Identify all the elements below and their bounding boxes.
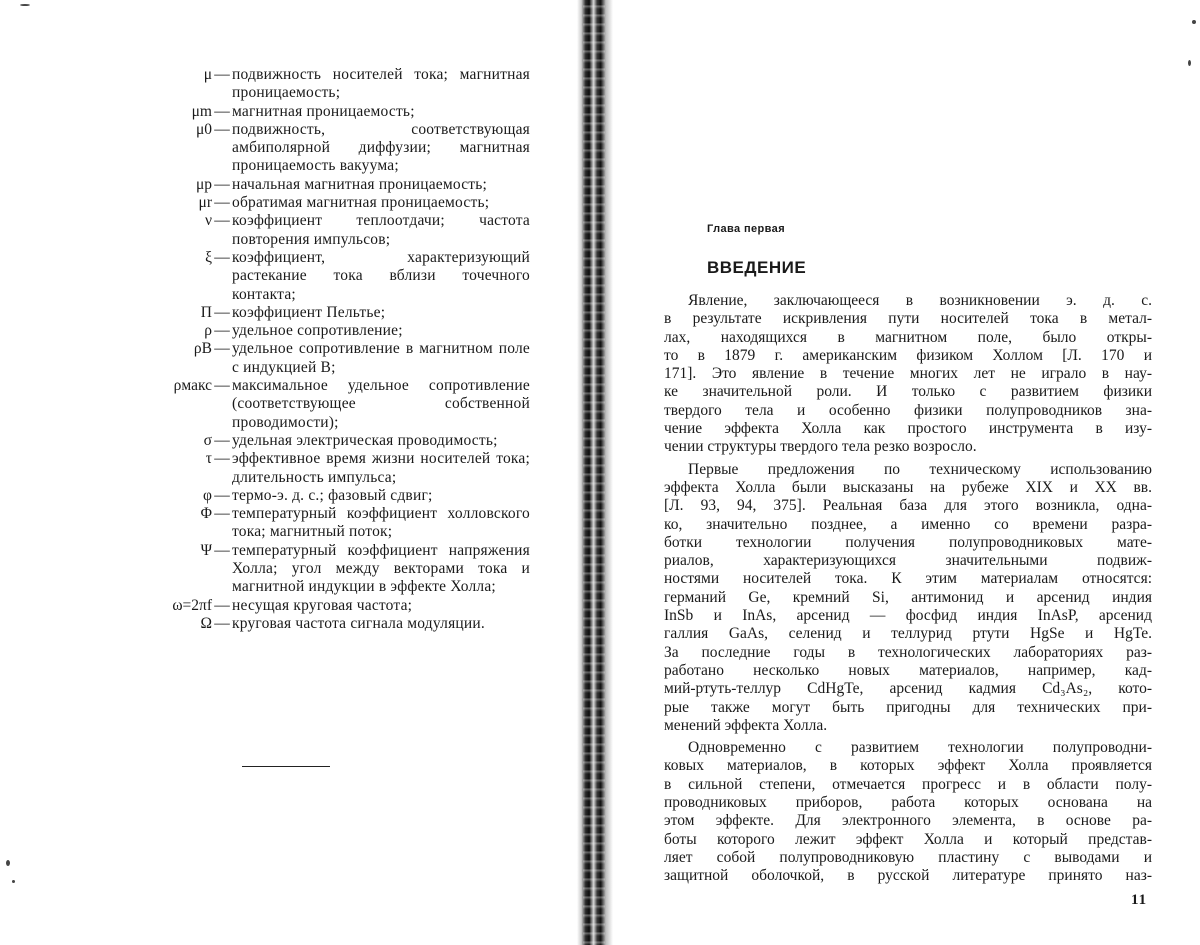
text-line: рые также могут быть пригодны для технических при- <box>664 698 1152 716</box>
symbol-entry <box>128 340 530 377</box>
symbol: Φ <box>200 505 212 523</box>
symbol-dash: — <box>214 431 230 449</box>
scan-speck <box>12 880 15 883</box>
text-line: менений эффекта Холла. <box>664 716 828 734</box>
text-line: ковых материалов, в которых эффект Холла проявляется <box>664 757 1152 775</box>
text-line: За последние годы в технологических лабораториях раз- <box>664 643 1152 661</box>
text-line: твердого тела и особенно физики полупроводников зна- <box>664 401 1152 419</box>
text-line: ляет собой полупроводниковую пластину с выводами и <box>664 848 1152 866</box>
symbol-entry <box>128 432 530 450</box>
text-line: этом эффекте. Для электронного элемента, в основе ра- <box>664 812 1152 830</box>
symbol-entry <box>128 121 530 176</box>
symbol-entry <box>128 450 530 487</box>
text-line: ко, значительно позднее, а именно со времени разра- <box>664 515 1152 533</box>
symbol-definition: магнитная проницаемость; <box>232 102 415 120</box>
text-line: германий Ge, кремний Si, антимонид и арсенид индия <box>664 588 1152 606</box>
paragraph <box>664 461 1152 735</box>
symbol: φ <box>203 486 212 504</box>
text-line: проводниковых приборов, работа которых основана на <box>664 794 1152 812</box>
chapter-label: Глава первая <box>707 223 786 235</box>
symbol-dash: — <box>214 175 230 193</box>
symbol: σ <box>203 431 212 449</box>
symbol: Ω <box>200 614 212 632</box>
symbol-entry <box>128 249 530 304</box>
symbol: Π <box>200 303 212 321</box>
symbol: τ <box>205 450 212 468</box>
symbol-entry <box>128 212 530 249</box>
text-line: боты которого лежит эффект Холла и который представ- <box>664 830 1152 848</box>
symbol-definition: круговая частота сигнала модуляции. <box>232 614 485 632</box>
scan-speck <box>6 860 10 866</box>
symbol-definition: термо-э. д. с.; фазовый сдвиг; <box>232 486 433 504</box>
symbol-entry <box>128 597 530 615</box>
text-line: в сильной степени, отмечается прогресс и в области полу- <box>664 775 1152 793</box>
symbol-definition: коэффициент теплоотдачи; частота повторения импульсов; <box>232 212 530 248</box>
symbol: ρ <box>204 322 212 340</box>
text-line: 171]. Это явление в течение многих лет не играло в нау- <box>664 365 1152 383</box>
symbol-dash: — <box>214 505 230 523</box>
symbol-definition: удельное сопротивление в магнитном поле с индукцией B; <box>232 340 530 376</box>
scan-speck <box>20 4 30 6</box>
text-line: [Л. 93, 94, 375]. Реальная база для этого возникла, одна- <box>664 497 1152 515</box>
symbol-definition: удельная электрическая проводимость; <box>232 431 498 449</box>
symbol-dash: — <box>214 248 230 266</box>
symbol-entry <box>128 176 530 194</box>
symbol-list <box>128 66 530 633</box>
symbol-entry <box>128 377 530 432</box>
symbol-dash: — <box>214 340 230 358</box>
text-line: чение эффекта Холла как простого инструмента в изу- <box>664 420 1152 438</box>
text-line: защитной оболочкой, в русской литературе принято наз- <box>664 867 1152 885</box>
symbol-definition: несущая круговая частота; <box>232 596 413 614</box>
symbol-definition: температурный коэффициент напряжения Холла; угол между векторами тока и магнитной индукции в эффекте Холла; <box>232 541 530 596</box>
symbol-dash: — <box>214 614 230 632</box>
paragraph <box>664 739 1152 885</box>
symbol-entry <box>128 505 530 542</box>
symbol-dash: — <box>214 322 230 340</box>
symbol-dash: — <box>214 194 230 212</box>
text-line: ботки технологии получения полупроводниковых мате- <box>664 533 1152 551</box>
symbol: ρмакс <box>173 377 212 395</box>
text-line: Первые предложения по техническому использованию <box>688 460 1152 478</box>
symbol-definition: начальная магнитная проницаемость; <box>232 175 488 193</box>
symbol-definition: температурный коэффициент холловского тока; магнитный поток; <box>232 505 530 541</box>
symbol-entry <box>128 322 530 340</box>
text-line: то в 1879 г. американским физиком Холлом [Л. 170 и <box>664 346 1152 364</box>
end-rule <box>242 766 330 767</box>
symbol: μp <box>195 175 212 193</box>
symbol: μ0 <box>195 120 212 138</box>
symbol-definition: максимальное удельное сопротивление (соответствующее собственной проводимости); <box>232 377 530 431</box>
symbol-dash: — <box>214 486 230 504</box>
binding-texture <box>583 0 605 945</box>
symbol-entry <box>128 542 530 597</box>
symbol-dash: — <box>214 102 230 120</box>
symbol-entry <box>128 304 530 322</box>
symbol-definition: удельное сопротивление; <box>232 322 403 340</box>
symbol-dash: — <box>214 303 230 321</box>
symbol-definition: коэффициент Пельтье; <box>232 303 386 321</box>
symbol: μm <box>191 102 212 120</box>
symbol-dash: — <box>214 66 230 83</box>
symbol: ρB <box>193 340 212 358</box>
symbol-entry <box>128 103 530 121</box>
text-line: галлия GaAs, селенид и теллурид ртути HgSe и HgTe. <box>664 625 1152 643</box>
text-line: ке значительной роли. И только с развитием физики <box>664 383 1152 401</box>
symbol-entry <box>128 194 530 212</box>
symbol-dash: — <box>214 120 230 138</box>
symbol: ω=2πf <box>172 596 212 614</box>
text-line: Явление, заключающееся в возникновении э. д. с. <box>688 292 1152 309</box>
symbol: ν <box>204 212 212 230</box>
text-line: эффекта Холла были высказаны на рубеже XIX и XX вв. <box>664 478 1152 496</box>
text-line: риалов, характеризующихся значительными подвиж- <box>664 552 1152 570</box>
symbol-definition: подвижность носителей тока; магнитная проницаемость; <box>232 66 530 102</box>
symbol-definition: эффективное время жизни носителей тока; длительность импульса; <box>232 450 530 486</box>
symbol-entry <box>128 487 530 505</box>
chapter-title: ВВЕДЕНИЕ <box>707 258 807 277</box>
text-line: Одновременно с развитием технологии полупроводни- <box>688 739 1152 757</box>
symbol-dash: — <box>214 377 230 395</box>
page-number: 11 <box>1131 892 1148 908</box>
symbol: μ <box>203 66 212 83</box>
text-line: в результате искривления пути носителей тока в метал- <box>664 310 1152 328</box>
text-line: работано несколько новых материалов, например, кад- <box>664 661 1152 679</box>
symbol: Ψ <box>200 541 212 559</box>
chapter-body <box>664 292 1152 890</box>
symbol-dash: — <box>214 450 230 468</box>
symbol-dash: — <box>214 596 230 614</box>
text-line: мий-ртуть-теллур CdHgTe, арсенид кадмия Cd₃As₂, кото- <box>664 680 1152 698</box>
text-line: InSb и InAs, арсенид — фосфид индия InAsP, арсенид <box>664 607 1152 625</box>
scan-speck <box>1188 60 1191 66</box>
text-line: ностями носителей тока. К этим материалам относятся: <box>664 570 1152 588</box>
symbol-definition: обратимая магнитная проницаемость; <box>232 194 490 212</box>
symbol-entry <box>128 615 530 633</box>
paragraph <box>664 292 1152 457</box>
symbol: ξ <box>205 248 212 266</box>
symbol-dash: — <box>214 212 230 230</box>
symbol-definition: коэффициент, характеризующий растекание тока вблизи точечного контакта; <box>232 248 530 303</box>
symbol: μr <box>198 194 212 212</box>
symbol-dash: — <box>214 541 230 559</box>
text-line: чении структуры твердого тела резко возросло. <box>664 438 977 456</box>
symbol-definition: подвижность, соответствующая амбиполярной диффузии; магнитная проницаемость вакуума; <box>232 120 530 175</box>
text-line: лах, находящихся в магнитном поле, было откры- <box>664 328 1152 346</box>
scan-speck <box>1192 20 1196 24</box>
symbol-entry <box>128 66 530 103</box>
